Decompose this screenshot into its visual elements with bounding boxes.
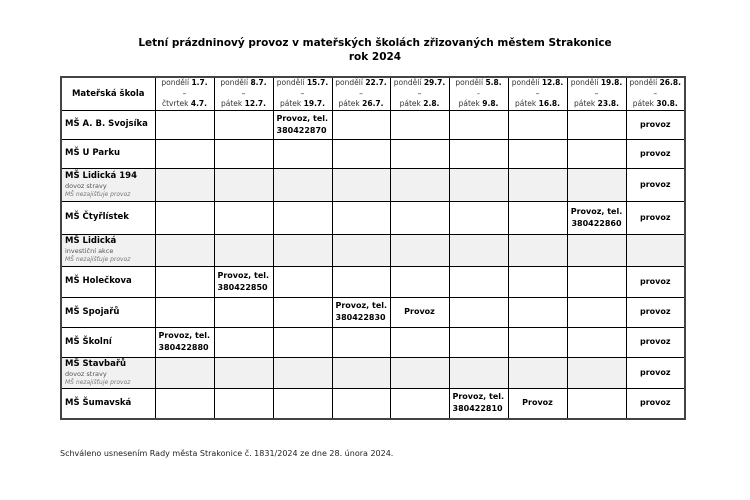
schedule-cell [332, 266, 390, 297]
schedule-cell [155, 201, 214, 234]
date-separator: - [477, 88, 480, 98]
start-day: pondělí [335, 78, 363, 87]
schedule-cell [449, 297, 508, 327]
end-day: pátek [573, 99, 596, 108]
table-row [61, 266, 685, 297]
schedule-cell: Provoz [390, 297, 449, 327]
start-date: 26.8. [659, 78, 681, 87]
end-day: pátek [458, 99, 480, 108]
schedule-cell: provoz [626, 139, 685, 168]
school-name: MŠ Lidická [65, 236, 117, 246]
schedule-cell [332, 234, 390, 266]
date-separator: – [182, 88, 187, 98]
end-date: 19.7. [303, 99, 325, 108]
schedule-cell [273, 357, 332, 388]
end-date: 2.8. [423, 99, 440, 108]
school-note: dovoz stravy [65, 369, 107, 378]
schedule-cell [214, 139, 273, 168]
schedule-cell [508, 266, 567, 297]
schedule-cell: provoz [626, 327, 685, 357]
schedule-cell [214, 234, 273, 266]
week-column-header [332, 77, 390, 110]
schedule-cell [273, 266, 332, 297]
schedule-cell [155, 266, 214, 297]
school-status-note: MŠ nezajišťuje provoz [65, 378, 131, 386]
schedule-cell [449, 110, 508, 139]
schedule-cell [449, 139, 508, 168]
start-day: pondělí [629, 78, 658, 87]
schedule-cell: Provoz, tel. 380422830 [332, 297, 390, 327]
schedule-cell [567, 168, 626, 201]
schedule-cell [332, 201, 390, 234]
schedule-cell [390, 201, 449, 234]
schedule-cell [273, 388, 332, 419]
date-separator: – [300, 88, 305, 98]
schedule-cell [332, 388, 390, 419]
schedule-cell [155, 110, 214, 139]
start-day: pondělí [511, 78, 540, 87]
date-separator: – [241, 88, 246, 98]
title-line-2: rok 2024 [348, 51, 402, 63]
school-name: MŠ Stavbařů [65, 358, 127, 369]
table-row [61, 201, 685, 234]
schedule-cell [508, 297, 567, 327]
header-row [61, 77, 685, 110]
start-day: pondělí [220, 78, 249, 87]
date-separator: – [653, 88, 658, 98]
week-column-header [508, 77, 567, 110]
schedule-table [60, 76, 686, 420]
end-date: 26.7. [362, 99, 384, 108]
school-name-cell [61, 388, 155, 419]
schedule-cell [508, 357, 567, 388]
schedule-cell: Provoz [508, 388, 567, 419]
end-date: 12.7. [244, 99, 266, 108]
document-title [0, 36, 750, 64]
table-row [61, 388, 685, 419]
school-name-cell [61, 139, 155, 168]
table-row [61, 327, 685, 357]
schedule-cell: Provoz, tel. 380422870 [273, 110, 332, 139]
end-day: pátek [399, 99, 421, 108]
start-day: pondělí [393, 78, 422, 87]
schedule-cell [449, 266, 508, 297]
schedule-cell [508, 201, 567, 234]
end-date: 16.8. [538, 99, 560, 108]
start-day: pondělí [276, 78, 305, 87]
start-date: 12.8. [541, 78, 564, 87]
school-name-cell [61, 266, 155, 297]
schedule-cell: provoz [626, 201, 685, 234]
schedule-cell [508, 139, 567, 168]
schedule-cell [508, 110, 567, 139]
schedule-cell: Provoz, tel. 380422880 [155, 327, 214, 357]
schedule-cell: Provoz, tel. 380422850 [214, 266, 273, 297]
schedule-cell: provoz [626, 357, 685, 388]
schedule-cell [390, 234, 449, 266]
table-row [61, 168, 685, 201]
end-day: pátek [279, 99, 302, 108]
date-separator: – [359, 88, 363, 98]
schedule-cell [214, 201, 273, 234]
schedule-cell [214, 327, 273, 357]
school-name-cell [61, 201, 155, 234]
schedule-cell [332, 110, 390, 139]
table-row [61, 139, 685, 168]
start-date: 8.7. [250, 78, 267, 87]
school-status-note: MŠ nezajišťuje provoz [65, 256, 131, 263]
schedule-cell: provoz [626, 110, 685, 139]
date-separator: – [417, 88, 422, 98]
schedule-cell [273, 139, 332, 168]
schedule-cell: provoz [626, 297, 685, 327]
schedule-cell [332, 357, 390, 388]
end-date: 23.8. [597, 99, 619, 108]
start-date: 19.8. [600, 78, 623, 87]
end-date: 4.7. [190, 99, 207, 108]
school-name: MŠ Čtyřlístek [65, 212, 129, 222]
schedule-cell [390, 110, 449, 139]
schedule-cell [508, 234, 567, 266]
school-name: MŠ Holečkova [65, 276, 132, 286]
schedule-cell [155, 357, 214, 388]
school-name: MŠ Šumavská [65, 397, 132, 408]
start-date: 5.8. [485, 78, 502, 87]
schedule-cell [332, 327, 390, 357]
date-separator: – [594, 88, 599, 98]
school-name-cell [61, 168, 155, 201]
end-day: pátek [632, 99, 654, 108]
school-column-header: Mateřská škola [61, 77, 155, 110]
schedule-cell [567, 357, 626, 388]
school-name-cell [61, 110, 155, 139]
school-name: MŠ Lidická 194 [65, 170, 137, 181]
week-column-header [155, 77, 214, 110]
schedule-cell [449, 357, 508, 388]
schedule-cell [214, 297, 273, 327]
school-note: investiční akce [65, 247, 114, 255]
schedule-cell [390, 168, 449, 201]
end-date: 30.8. [656, 99, 678, 108]
school-name-cell [61, 234, 155, 266]
school-name: MŠ Školní [65, 336, 112, 347]
start-day: pondělí [455, 78, 484, 87]
schedule-cell: Provoz, tel. 380422860 [567, 201, 626, 234]
school-name: MŠ A. B. Svojsíka [65, 119, 148, 129]
schedule-cell [155, 234, 214, 266]
schedule-cell [273, 327, 332, 357]
schedule-cell [390, 357, 449, 388]
schedule-cell [273, 201, 332, 234]
start-date: 22.7. [365, 78, 387, 87]
schedule-cell [626, 234, 685, 266]
schedule-cell [390, 266, 449, 297]
schedule-cell [155, 297, 214, 327]
schedule-cell [214, 357, 273, 388]
schedule-cell [567, 388, 626, 419]
week-column-header [449, 77, 508, 110]
end-date: 9.8. [482, 99, 499, 108]
schedule-cell [273, 297, 332, 327]
schedule-cell [567, 110, 626, 139]
schedule-cell [390, 388, 449, 419]
approval-note: Schváleno usnesením Rady města Strakonice č. 1831/2024 ze dne 28. února 2024. [60, 449, 394, 458]
schedule-cell [449, 234, 508, 266]
school-name: MŠ U Parku [65, 148, 121, 158]
week-column-header [567, 77, 626, 110]
schedule-cell: provoz [626, 388, 685, 419]
end-day: pátek [220, 99, 243, 108]
schedule-cell [155, 168, 214, 201]
school-name-cell [61, 297, 155, 327]
schedule-cell [567, 327, 626, 357]
school-note: dovoz stravy [65, 181, 107, 190]
schedule-cell [155, 139, 214, 168]
date-separator: – [535, 88, 540, 98]
school-name-cell [61, 357, 155, 388]
table-row [61, 234, 685, 266]
end-day: pátek [514, 99, 537, 108]
start-date: 29.7. [423, 78, 446, 87]
end-day: pátek [338, 99, 360, 108]
schedule-cell [508, 327, 567, 357]
school-name: MŠ Spojařů [65, 306, 120, 317]
week-column-header [390, 77, 449, 110]
schedule-cell [155, 388, 214, 419]
schedule-cell: provoz [626, 266, 685, 297]
title-line-1: Letní prázdninový provoz v mateřských školách zřizovaných městem Strakonice [138, 37, 612, 49]
schedule-cell [332, 168, 390, 201]
schedule-cell [449, 168, 508, 201]
end-day: čtvrtek [161, 99, 189, 108]
schedule-cell [567, 266, 626, 297]
table-row [61, 357, 685, 388]
schedule-cell: provoz [626, 168, 685, 201]
schedule-cell [508, 168, 567, 201]
table-row [61, 297, 685, 327]
schedule-cell [567, 139, 626, 168]
schedule-cell [449, 327, 508, 357]
start-day: pondělí [570, 78, 599, 87]
schedule-cell [390, 327, 449, 357]
week-column-header [214, 77, 273, 110]
week-column-header [273, 77, 332, 110]
school-name-cell [61, 327, 155, 357]
schedule-cell [332, 139, 390, 168]
schedule-cell [449, 201, 508, 234]
schedule-cell [390, 139, 449, 168]
schedule-cell [214, 168, 273, 201]
week-column-header [626, 77, 685, 110]
school-status-note: MŠ nezajišťuje provoz [65, 190, 131, 198]
schedule-cell [567, 234, 626, 266]
schedule-cell [214, 388, 273, 419]
schedule-cell [214, 110, 273, 139]
start-date: 15.7. [306, 78, 329, 87]
schedule-cell [273, 234, 332, 266]
start-date: 1.7. [191, 78, 208, 87]
schedule-cell: Provoz, tel. 380422810 [449, 388, 508, 419]
schedule-cell [567, 297, 626, 327]
table-row [61, 110, 685, 139]
schedule-cell [273, 168, 332, 201]
start-day: pondělí [161, 78, 190, 87]
